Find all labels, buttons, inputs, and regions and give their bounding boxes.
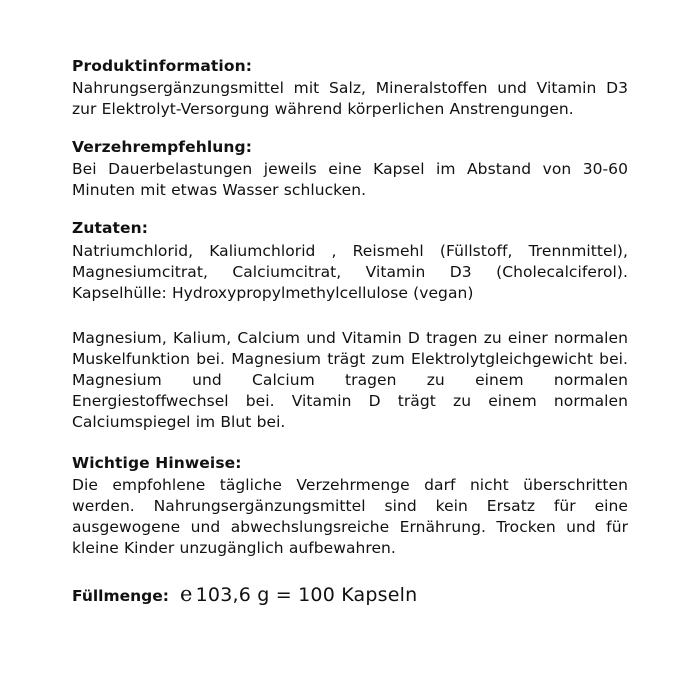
fill-quantity-row xyxy=(72,582,628,606)
section-heading-verzehrempfehlung: Verzehrempfehlung: xyxy=(72,138,253,157)
section-produktinformation xyxy=(72,56,628,120)
fill-quantity-amount: 103,6 g = 100 Kapseln xyxy=(195,583,418,606)
section-heading-produktinformation: Produktinformation: xyxy=(72,57,252,75)
section-heading-wichtige-hinweise: Wichtige Hinweise: xyxy=(72,454,242,473)
section-text-verzehrempfehlung: Bei Dauerbelastungen jeweils eine Kapsel im Abstand von 30-60 Minuten mit etwas Wasser schlucken. xyxy=(72,160,628,200)
section-text-wichtige-hinweise: Die empfohlene tägliche Verzehrmenge darf nicht überschritten werden. Nahrungsergänzungsmittel sind kein Ersatz für eine ausgewogene und abwechslungsreiche Ernährung. Trocken und für kleine Kinder unzugänglich aufbewahren. xyxy=(72,476,628,558)
fill-quantity-label: Füllmenge: xyxy=(72,586,169,605)
fill-quantity-value xyxy=(180,582,417,606)
section-heading-zutaten: Zutaten: xyxy=(72,219,149,238)
section-text-zutaten: Natriumchlorid, Kaliumchlorid , Reismehl (Füllstoff, Trennmittel), Magnesiumcitrat, Calciumcitrat, Vitamin D3 (Cholecalciferol). Kapselhülle: Hydroxypropylmethylcellulose (vegan) xyxy=(72,241,628,302)
section-health-claims xyxy=(72,328,628,433)
section-verzehrempfehlung xyxy=(72,137,628,201)
section-wichtige-hinweise xyxy=(72,453,628,559)
section-text-produktinformation: Nahrungsergänzungsmittel mit Salz, Mineralstoffen und Vitamin D3 zur Elektrolyt-Versorgung während körperlichen Anstrengungen. xyxy=(72,79,628,119)
health-claims-text: Magnesium, Kalium, Calcium und Vitamin D tragen zu einer normalen Muskelfunktion bei. Magnesium trägt zum Elektrolytgleichgewicht bei. Magnesium und Calcium tragen zu einem normalen Energiestoffwechsel bei. Vitamin D trägt zu einem normalen Calciumspiegel im Blut bei. xyxy=(72,328,628,432)
estimated-sign-icon: e xyxy=(179,581,193,606)
section-zutaten xyxy=(72,218,628,303)
